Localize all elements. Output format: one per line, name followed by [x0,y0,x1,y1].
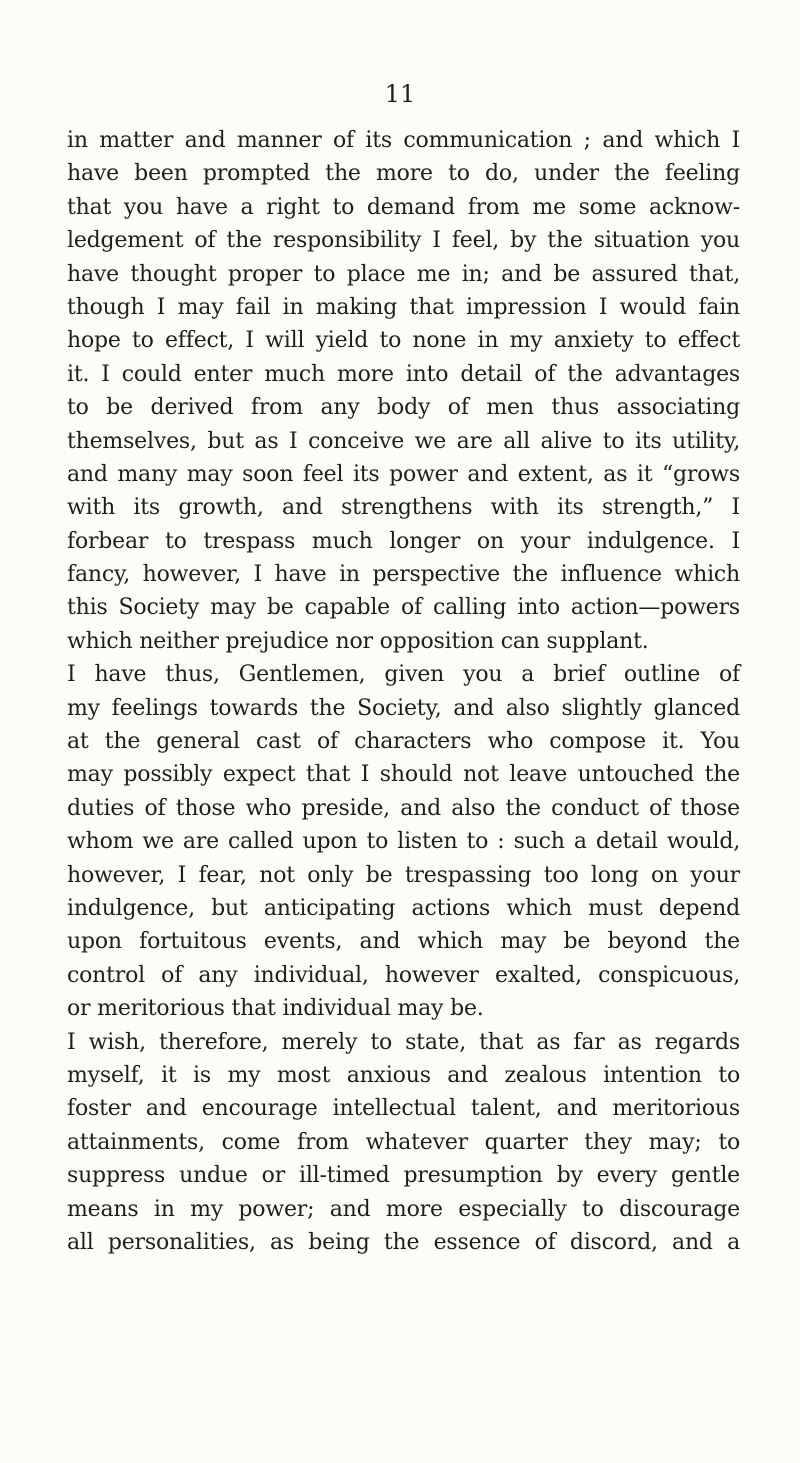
text-line: my feelings towards the Society, and also slightly glanced [67,695,740,721]
text-line: though I may fail in making that impression I would fain [67,294,740,320]
text-line: foster and encourage intellectual talent, and meritorious [67,1096,740,1122]
text-line: upon fortuitous events, and which may be beyond the [67,929,740,955]
text-line: ledgement of the responsibility I feel, by the situation you [67,228,740,254]
text-line: at the general cast of characters who compose it. You [67,729,740,755]
text-line: to be derived from any body of men thus associating [67,395,740,421]
text-line: have thought proper to place me in; and be assured that, [67,261,740,287]
paragraph-end-line: or meritorious that individual may be. [67,996,484,1022]
text-line: with its growth, and strengthens with its strength,” I [67,495,740,521]
page-number: 11 [384,80,416,108]
text-line: forbear to trespass much longer on your indulgence. I [67,528,740,554]
text-line: in matter and manner of its communication ; and which I [67,128,740,153]
text-line: indulgence, but anticipating actions which must depend [67,895,740,921]
text-line: this Society may be capable of calling into action—powers [67,595,740,621]
text-line: control of any individual, however exalted, conspicuous, [67,962,740,988]
text-line: that you have a right to demand from me some acknow- [67,194,740,220]
paragraph-end-line: which neither prejudice nor opposition can supplant. [67,628,649,654]
text-line: I wish, therefore, merely to state, that as far as regards [67,1029,740,1055]
text-line: all personalities, as being the essence of discord, and a [67,1229,740,1255]
text-line: and many may soon feel its power and extent, as it “grows [67,461,740,487]
text-line: hope to effect, I will yield to none in my anxiety to effect [67,328,740,354]
text-line: duties of those who preside, and also the conduct of those [67,795,740,821]
text-line: have been prompted the more to do, under the feeling [67,161,740,187]
text-line: means in my power; and more especially to discourage [67,1196,740,1222]
text-line: it. I could enter much more into detail of the advantages [67,361,740,387]
text-line: may possibly expect that I should not leave untouched the [67,762,740,788]
text-line: however, I fear, not only be trespassing too long on your [67,862,740,888]
text-line: themselves, but as I conceive we are all alive to its utility, [67,428,740,454]
text-line: myself, it is my most anxious and zealous intention to [67,1062,740,1088]
text-line: whom we are called upon to listen to : such a detail would, [67,829,740,855]
text-line: fancy, however, I have in perspective the influence which [67,562,740,588]
text-line: attainments, come from whatever quarter they may; to [67,1129,740,1155]
text-line: I have thus, Gentlemen, given you a brief outline of [67,662,740,688]
body-text [67,124,740,1259]
text-line: suppress undue or ill-timed presumption by every gentle [67,1163,740,1189]
